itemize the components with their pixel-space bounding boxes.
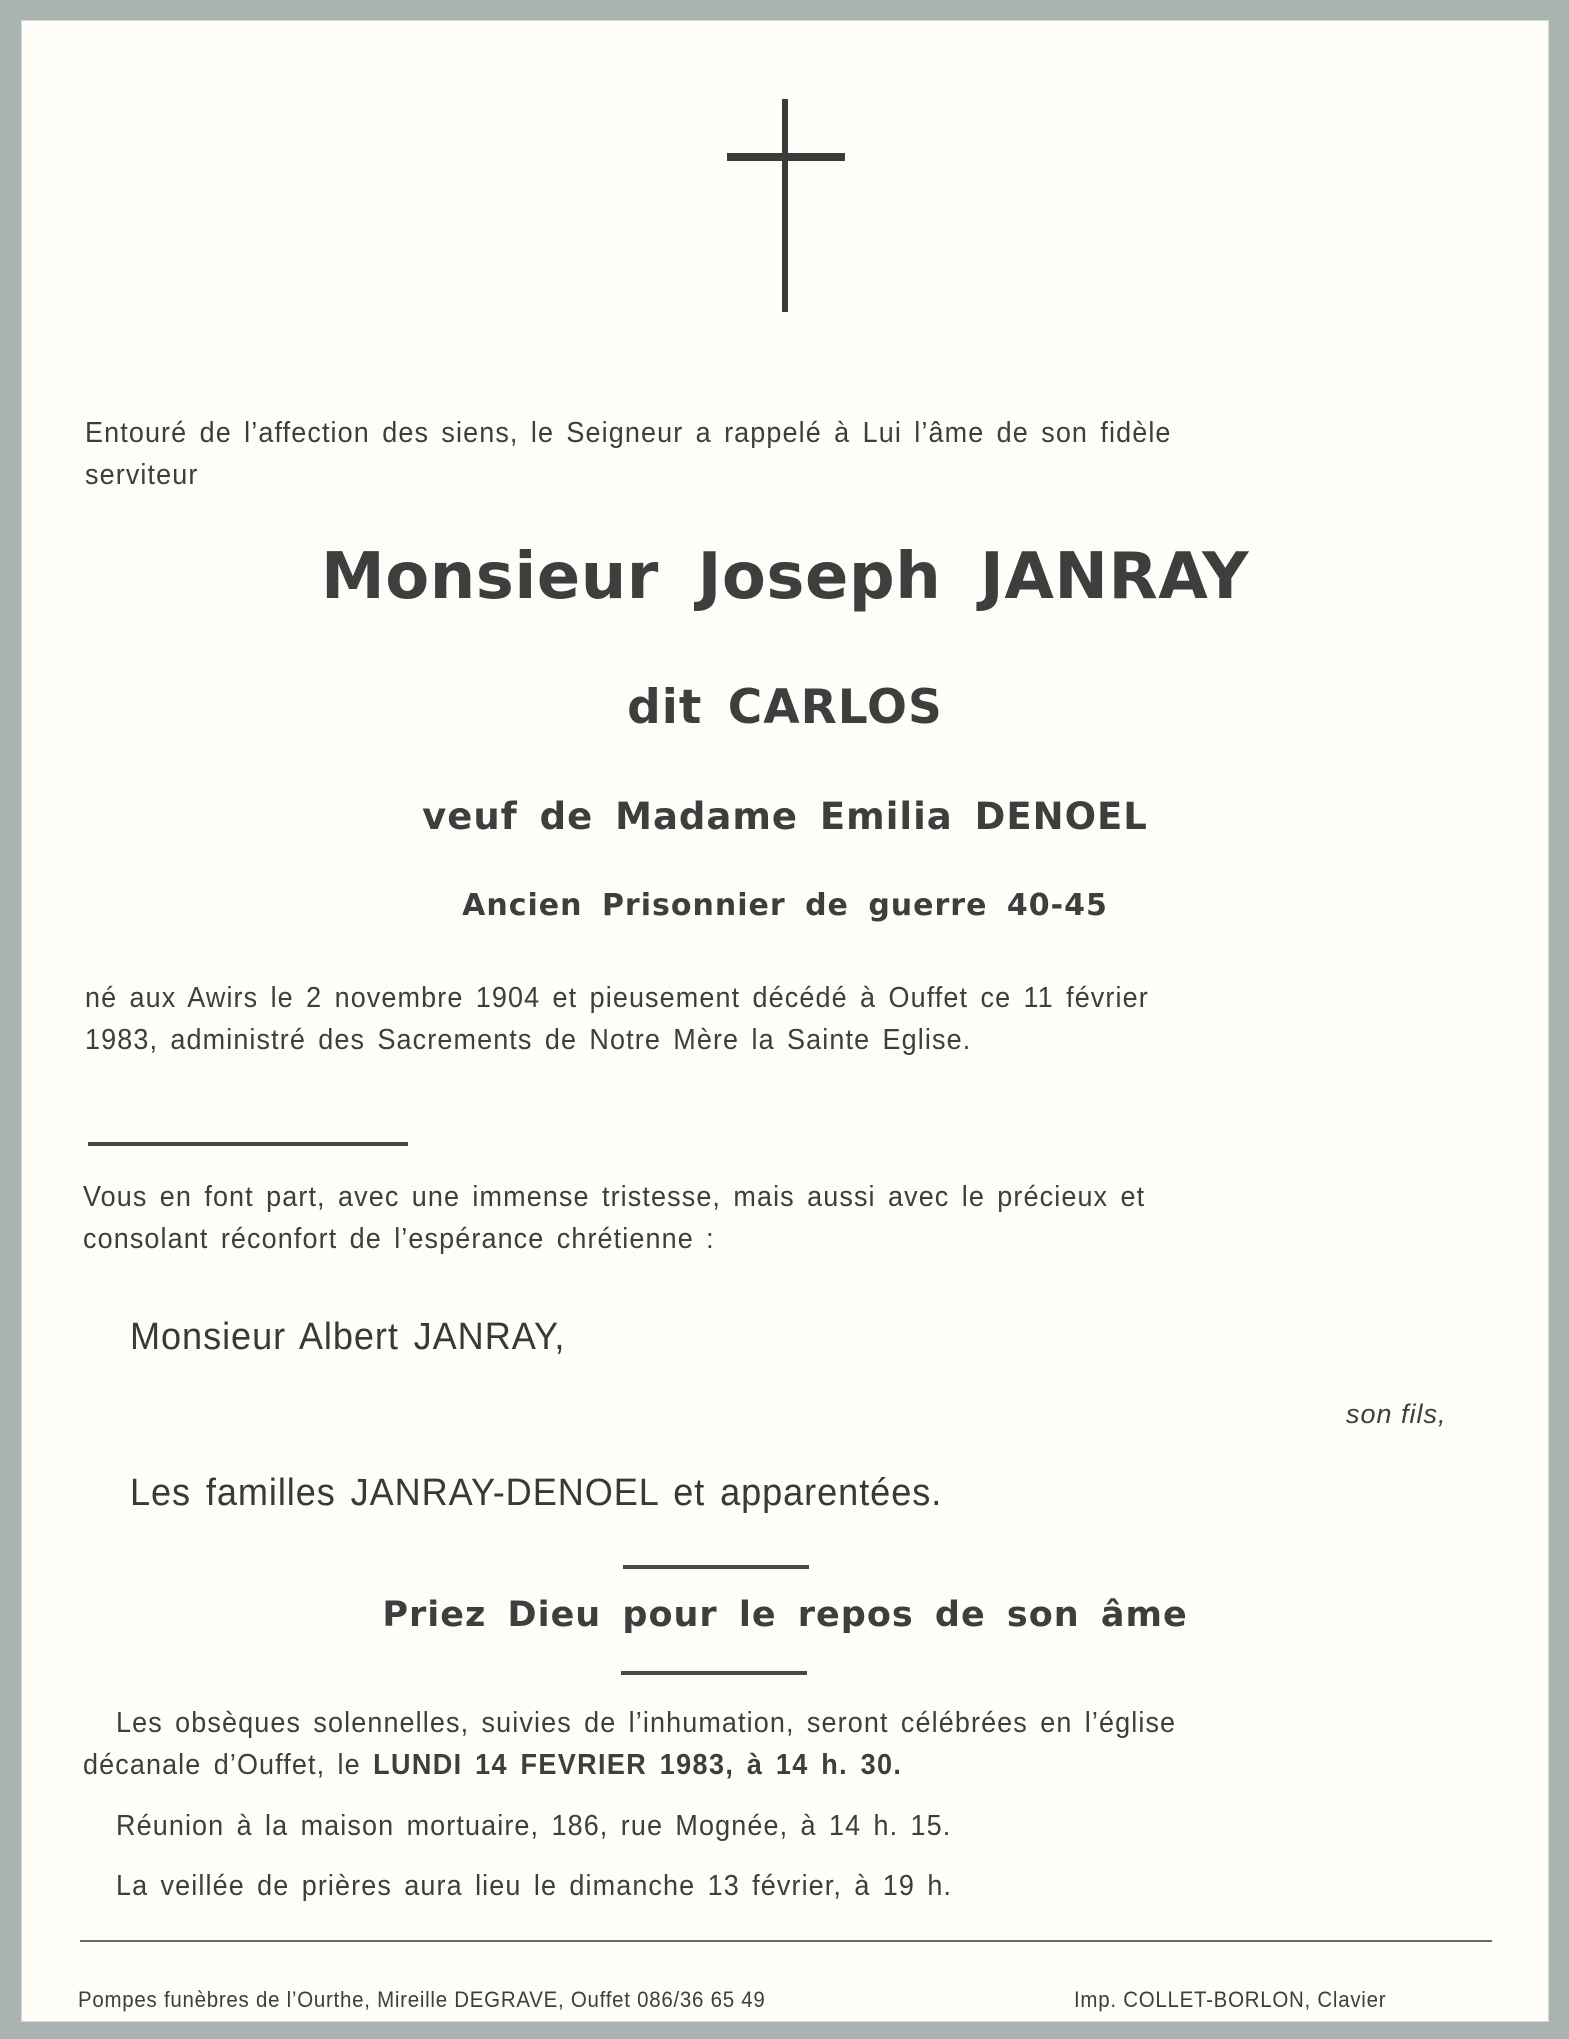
funeral-line-1: Les obsèques solennelles, suivies de l’inhumation, seront célébrées en l’église bbox=[116, 1707, 1177, 1739]
deceased-title: Ancien Prisonnier de guerre 40-45 bbox=[462, 888, 1108, 923]
funeral-date-time: LUNDI 14 FEVRIER 1983, à 14 h. 30. bbox=[373, 1749, 903, 1781]
vigil-line: La veillée de prières aura lieu le dimanche 13 février, à 19 h. bbox=[116, 1870, 953, 1902]
announcement-line-1: Vous en font part, avec une immense tristesse, mais aussi avec le précieux et bbox=[83, 1181, 1146, 1213]
deceased-nickname: dit CARLOS bbox=[627, 680, 943, 735]
birth-death-line-1: né aux Awirs le 2 novembre 1904 et pieusement décédé à Ouffet ce 11 février bbox=[85, 982, 1149, 1014]
gathering-line: Réunion à la maison mortuaire, 186, rue Mognée, à 14 h. 15. bbox=[116, 1810, 952, 1842]
prayer-divider-bottom bbox=[621, 1671, 807, 1675]
prayer-divider-top bbox=[623, 1565, 809, 1569]
families-line: Les familles JANRAY-DENOEL et apparentées. bbox=[130, 1472, 943, 1514]
son-name: Monsieur Albert JANRAY, bbox=[130, 1316, 566, 1358]
deceased-name: Monsieur Joseph JANRAY bbox=[321, 540, 1249, 614]
widower-of: veuf de Madame Emilia DENOEL bbox=[422, 795, 1148, 838]
funeral-line-2-prefix: décanale d’Ouffet, le bbox=[83, 1749, 374, 1781]
obituary-card bbox=[21, 20, 1549, 2022]
undertaker-credit: Pompes funèbres de l’Ourthe, Mireille DEGRAVE, Ouffet 086/36 65 49 bbox=[78, 1987, 766, 2012]
section-divider bbox=[88, 1142, 408, 1146]
intro-line-2: serviteur bbox=[85, 459, 199, 491]
announcement-line-2: consolant réconfort de l’espérance chrétienne : bbox=[83, 1223, 715, 1255]
printer-credit: Imp. COLLET-BORLON, Clavier bbox=[1074, 1987, 1387, 2012]
cross-horizontal-bar bbox=[727, 153, 845, 161]
prayer-line: Priez Dieu pour le repos de son âme bbox=[382, 1595, 1188, 1635]
birth-death-line-2: 1983, administré des Sacrements de Notre Mère la Sainte Eglise. bbox=[85, 1024, 972, 1056]
funeral-line-2 bbox=[83, 1749, 902, 1782]
intro-line-1: Entouré de l’affection des siens, le Seigneur a rappelé à Lui l’âme de son fidèle bbox=[85, 417, 1172, 449]
son-relation: son fils, bbox=[1346, 1399, 1447, 1429]
footer-divider bbox=[80, 1940, 1492, 1942]
cross-vertical-bar bbox=[782, 99, 788, 312]
